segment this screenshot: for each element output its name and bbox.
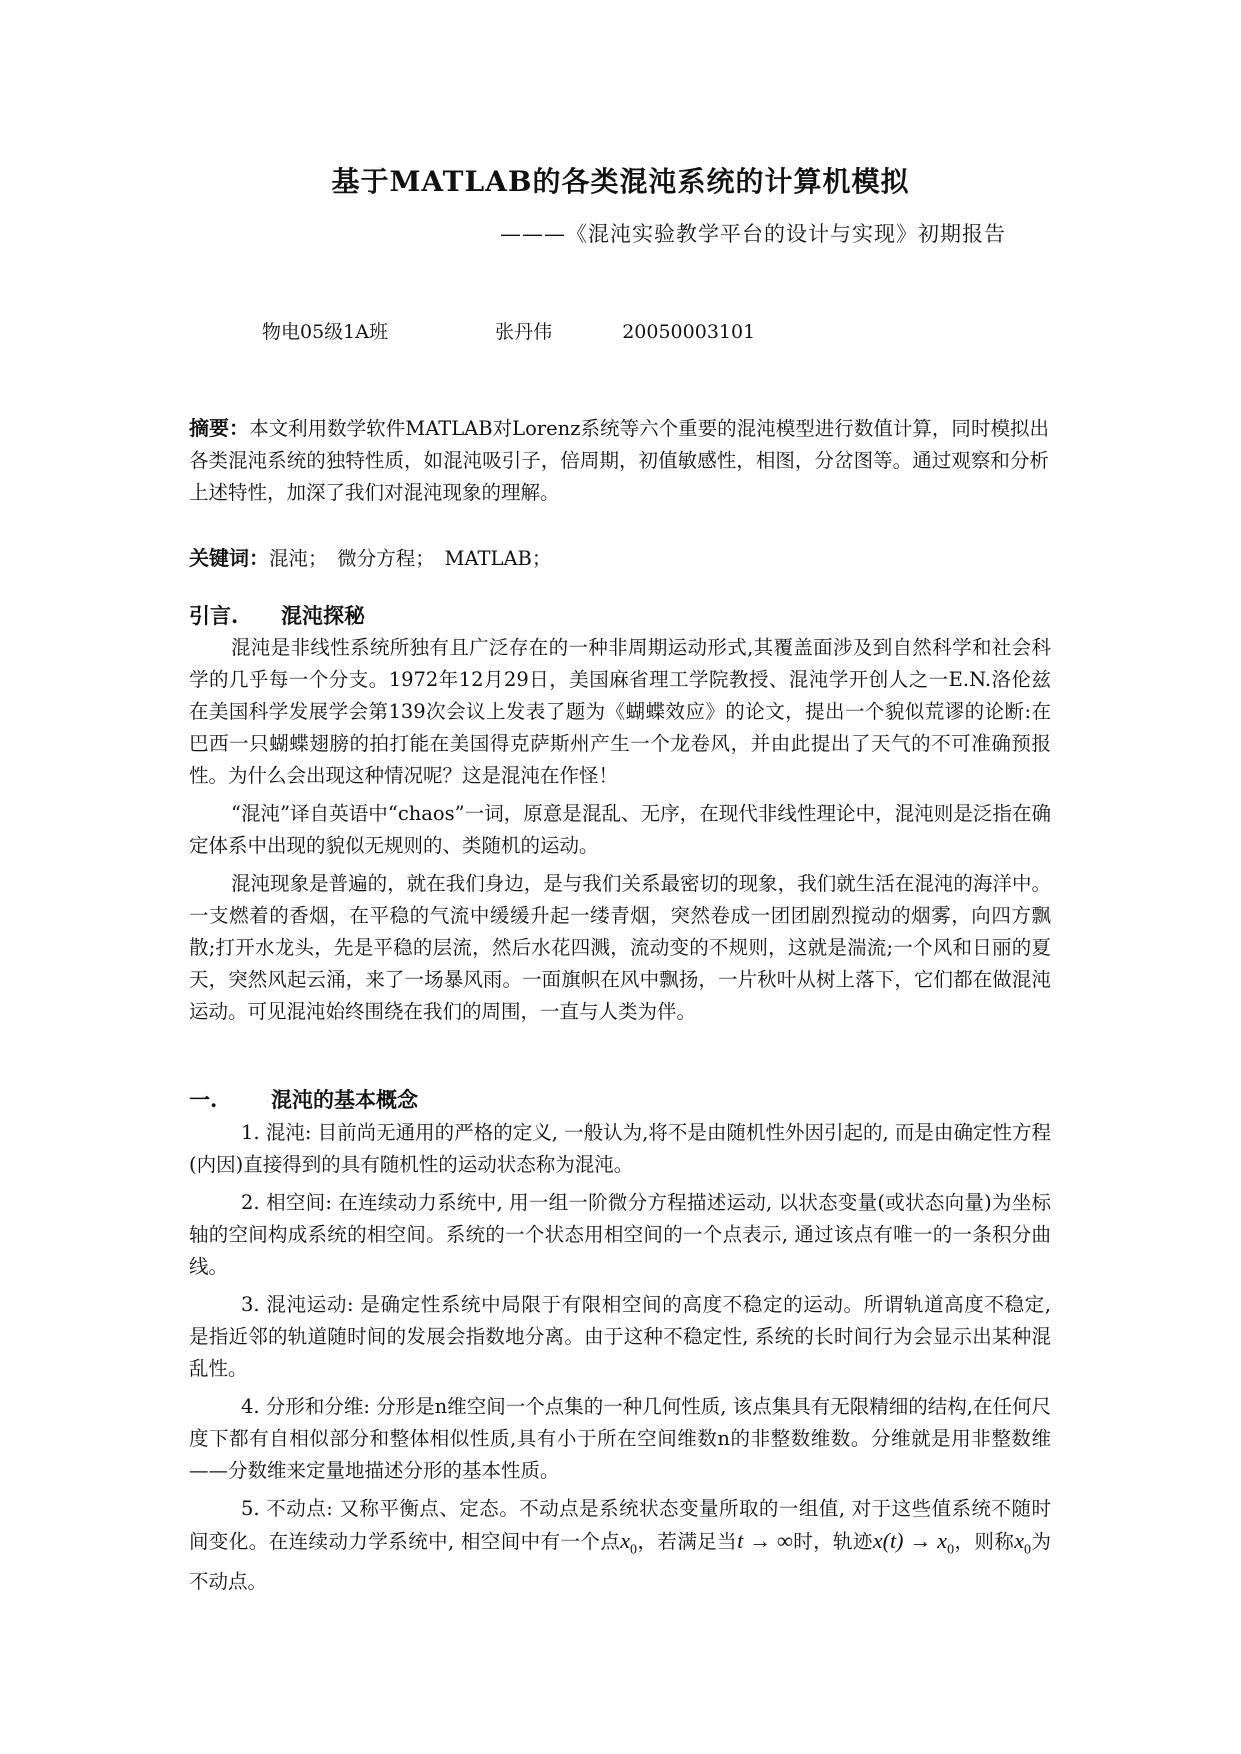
author-id: 20050003101	[622, 321, 756, 343]
paper-title: 基于MATLAB的各类混沌系统的计算机模拟	[331, 165, 910, 198]
abstract	[189, 412, 1049, 509]
math-limit-condition: t → ∞	[737, 1528, 793, 1553]
concept-item: 2. 相空间: 在连续动力系统中, 用一组一阶微分方程描述运动, 以状态变量(或状态向量)为坐标轴的空间构成系统的相空间。系统的一个状态用相空间的一个点表示, 通过该点有唯一的一条积分曲线。	[189, 1191, 1051, 1278]
intro-body	[189, 632, 1051, 1034]
author-class: 物电05级1A班	[262, 321, 388, 343]
keywords-text: 混沌； 微分方程； MATLAB；	[269, 547, 552, 570]
abstract-text: 本文利用数学软件MATLAB对Lorenz系统等六个重要的混沌模型进行数值计算，同时模拟出各类混沌系统的独特性质，如混沌吸引子，倍周期，初值敏感性，相图，分岔图等。通过观察和分析上述特性，加深了我们对混沌现象的理解。	[189, 417, 1049, 504]
author-line	[262, 317, 755, 344]
concept-item: 4. 分形和分维: 分形是n维空间一个点集的一种几何性质, 该点集具有无限精细的结构,在任何尺度下都有自相似部分和整体相似性质,具有小于所在空间维数n的非整数维数。分维就是用非整数维——分数维来定量地描述分形的基本性质。	[189, 1395, 1051, 1482]
intro-heading-title: 混沌探秘	[281, 603, 365, 628]
section1-body	[189, 1117, 1051, 1604]
intro-heading	[189, 600, 365, 630]
section1-heading-title: 混沌的基本概念	[271, 1087, 418, 1112]
section1-heading-num: 一.	[189, 1087, 218, 1112]
keywords	[189, 542, 551, 571]
concept-item: 3. 混沌运动: 是确定性系统中局限于有限相空间的高度不稳定的运动。所谓轨道高度不稳定, 是指近邻的轨道随时间的发展会指数地分离。由于这种不稳定性, 系统的长时间行为会显示出某种混乱性。	[189, 1293, 1051, 1380]
math-x0-fixed: $x_0$	[1014, 1528, 1032, 1558]
intro-paragraph: 混沌是非线性系统所独有且广泛存在的一种非周期运动形式,其覆盖面涉及到自然科学和社会科学的几乎每一个分支。1972年12月29日，美国麻省理工学院教授、混沌学开创人之一E.N.洛伦兹在美国科学发展学会第139次会议上发表了题为《蝴蝶效应》的论文，提出一个貌似荒谬的论断:在巴西一只蝴蝶翅膀的拍打能在美国得克萨斯州产生一个龙卷风，并由此提出了天气的不可准确预报性。为什么会出现这种情况呢？这是混沌在作怪！	[189, 636, 1051, 787]
intro-heading-num: 引言.	[189, 603, 239, 628]
section1-heading	[189, 1084, 418, 1114]
concept-item: 1. 混沌: 目前尚无通用的严格的定义, 一般认为,将不是由随机性外因引起的, 而是由确定性方程(内因)直接得到的具有随机性的运动状态称为混沌。	[189, 1121, 1051, 1176]
intro-paragraph: 混沌现象是普遍的，就在我们身边，是与我们关系最密切的现象，我们就生活在混沌的海洋中。一支燃着的香烟，在平稳的气流中缓缓升起一缕青烟，突然卷成一团团剧烈搅动的烟雾，向四方飘散;打开水龙头，先是平稳的层流，然后水花四溅，流动变的不规则，这就是湍流;一个风和日丽的夏天，突然风起云涌，来了一场暴风雨。一面旗帜在风中飘扬，一片秋叶从树上落下，它们都在做混沌运动。可见混沌始终围绕在我们的周围，一直与人类为伴。	[189, 872, 1051, 1023]
paper-subtitle: ———《混沌实验教学平台的设计与实现》初期报告	[500, 222, 1006, 246]
concept-item-fixed-point: 5. 不动点: 又称平衡点、定态。不动点是系统状态变量所取的一组值, 对于这些值系统不随时间变化。在连续动力学系统中, 相空间中有一个点$x_0$，若满足当t → ∞时，轨迹$x(t) \to x_0$，则称$x_0$为不动点。	[189, 1497, 1051, 1594]
math-trajectory: $x(t) \to x_0$	[872, 1528, 955, 1558]
author-name: 张丹伟	[495, 321, 553, 343]
intro-paragraph: “混沌”译自英语中“chaos”一词，原意是混乱、无序，在现代非线性理论中，混沌则是泛指在确定体系中出现的貌似无规则的、类随机的运动。	[189, 802, 1051, 857]
keywords-label: 关键词：	[189, 546, 269, 570]
math-x0: $x_0$	[620, 1528, 638, 1558]
abstract-label: 摘要：	[189, 416, 250, 440]
